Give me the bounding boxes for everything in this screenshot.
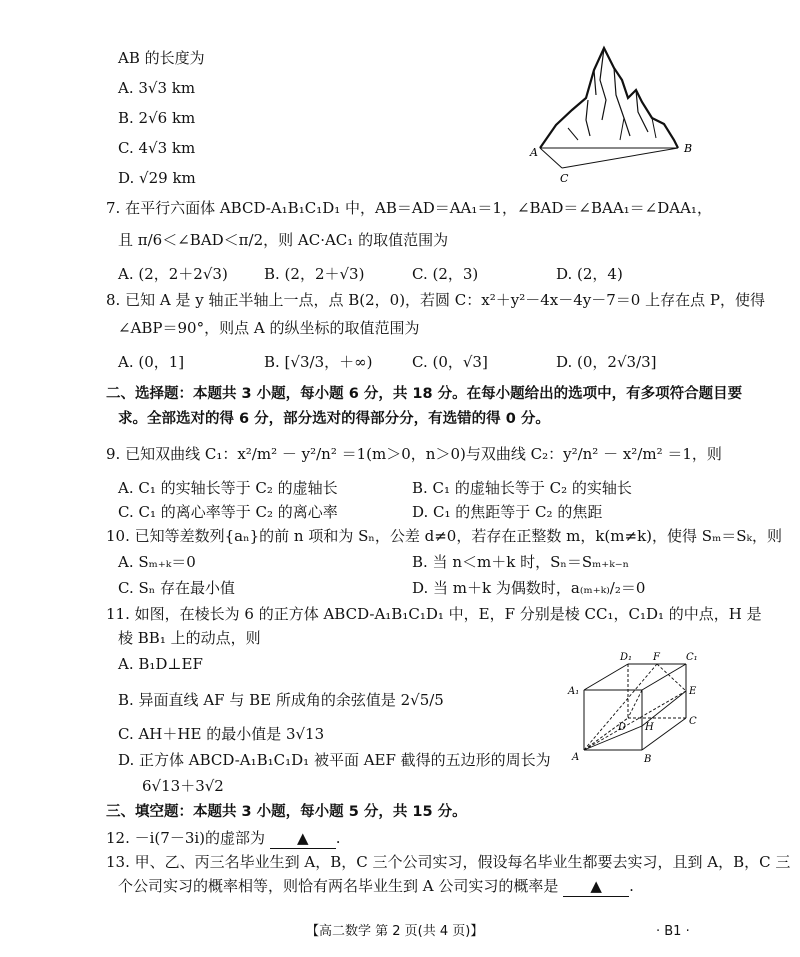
q10-stem: 10. 已知等差数列{aₙ}的前 n 项和为 Sₙ，公差 d≠0，若存在正整数 m，k(m≠k)，使得 Sₘ＝Sₖ，则	[106, 527, 783, 545]
q9-option-b: B. C₁ 的虚轴长等于 C₂ 的实轴长	[412, 479, 632, 497]
q13-answer-blank: ▲	[563, 876, 629, 897]
q10-option-c: C. Sₙ 存在最小值	[118, 579, 236, 597]
cube-label-c: C	[689, 716, 697, 727]
q11-option-a: A. B₁D⊥EF	[118, 655, 203, 673]
q12-line	[106, 828, 341, 849]
footer-page-info: 【高二数学 第 2 页(共 4 页)】	[306, 924, 484, 939]
q7-line2: 且 π/6＜∠BAD＜π/2，则 AC·AC₁ 的取值范围为	[118, 231, 449, 249]
q9-stem: 9. 已知双曲线 C₁：x²/m² － y²/n² ＝1(m＞0，n＞0)与双曲线 C₂：y²/n² － x²/m² ＝1，则	[106, 445, 722, 463]
cube-label-d: D	[618, 722, 627, 733]
cube-label-f: F	[653, 652, 660, 663]
q9-option-d: D. C₁ 的焦距等于 C₂ 的焦距	[412, 503, 603, 521]
section2-line2: 求。全部选对的得 6 分，部分选对的得部分分，有选错的得 0 分。	[118, 411, 550, 427]
cube-label-e: E	[689, 686, 697, 697]
q7-line1: 7. 在平行六面体 ABCD-A₁B₁C₁D₁ 中，AB＝AD＝AA₁＝1，∠BAD＝∠BAA₁＝∠DAA₁，	[106, 199, 712, 217]
footer-code: · B1 ·	[656, 924, 690, 939]
q11-option-b: B. 异面直线 AF 与 BE 所成角的余弦值是 2√5/5	[118, 691, 444, 709]
q12-end: .	[335, 829, 341, 847]
mountain-label-b: B	[684, 142, 693, 155]
q9-option-a: A. C₁ 的实轴长等于 C₂ 的虚轴长	[118, 479, 338, 497]
q7-option-d: D. (2，4)	[556, 265, 623, 283]
q6-option-b: B. 2√6 km	[118, 109, 196, 127]
q12-text: 12. －i(7－3i)的虚部为	[106, 829, 266, 847]
section2-line1: 二、选择题：本题共 3 小题，每小题 6 分，共 18 分。在每小题给出的选项中，有多项符合题目要	[106, 386, 743, 402]
cube-label-h: H	[645, 722, 654, 733]
section3-heading: 三、填空题：本题共 3 小题，每小题 5 分，共 15 分。	[106, 804, 467, 820]
q6-option-c: C. 4√3 km	[118, 139, 196, 157]
q7-option-a: A. (2，2＋2√3)	[118, 265, 228, 283]
cube-figure	[566, 650, 700, 770]
q6-option-a: A. 3√3 km	[118, 79, 196, 97]
q9-option-c: C. C₁ 的离心率等于 C₂ 的离心率	[118, 503, 338, 521]
q11-line2: 棱 BB₁ 上的动点，则	[118, 629, 261, 647]
q6-option-d: D. √29 km	[118, 169, 196, 187]
q7-option-c: C. (2，3)	[412, 265, 479, 283]
cube-label-c1: C₁	[686, 652, 698, 663]
q8-option-a: A. (0，1]	[118, 353, 185, 371]
q8-option-c: C. (0，√3]	[412, 353, 488, 371]
q8-line2: ∠ABP＝90°，则点 A 的纵坐标的取值范围为	[118, 319, 420, 337]
q8-option-d: D. (0，2√3/3]	[556, 353, 657, 371]
mountain-label-c: C	[560, 172, 569, 185]
q7-option-b: B. (2，2＋√3)	[264, 265, 365, 283]
q11-option-d-line2: 6√13＋3√2	[142, 777, 224, 795]
q13-line1: 13. 甲、乙、丙三名毕业生到 A，B，C 三个公司实习，假设每名毕业生都要去实习，且到 A，B，C 三	[106, 853, 791, 871]
mountain-figure	[528, 40, 708, 190]
q11-line1: 11. 如图，在棱长为 6 的正方体 ABCD-A₁B₁C₁D₁ 中，E，F 分别是棱 CC₁，C₁D₁ 的中点，H 是	[106, 605, 762, 623]
q8-option-b: B. [√3/3，＋∞)	[264, 353, 373, 371]
q11-option-d-line1: D. 正方体 ABCD-A₁B₁C₁D₁ 被平面 AEF 截得的五边形的周长为	[118, 751, 551, 769]
cube-label-a: A	[572, 752, 580, 763]
q13-line2-wrap	[118, 876, 634, 897]
q11-option-c: C. AH＋HE 的最小值是 3√13	[118, 725, 325, 743]
q10-option-d: D. 当 m＋k 为偶数时，a₍ₘ₊ₖ₎/₂＝0	[412, 579, 646, 597]
q13-end: .	[629, 877, 634, 895]
cube-label-a1: A₁	[568, 686, 580, 697]
mountain-label-a: A	[530, 146, 538, 159]
q10-option-b: B. 当 n＜m＋k 时，Sₙ＝Sₘ₊ₖ₋ₙ	[412, 553, 630, 571]
cube-label-b: B	[644, 754, 652, 765]
q8-line1: 8. 已知 A 是 y 轴正半轴上一点，点 B(2，0)，若圆 C：x²＋y²－4x－4y－7＝0 上存在点 P，使得	[106, 291, 765, 309]
q13-line2: 个公司实习的概率相等，则恰有两名毕业生到 A 公司实习的概率是	[118, 877, 559, 895]
q6-stem: AB 的长度为	[118, 49, 205, 67]
q12-answer-blank: ▲	[270, 828, 336, 849]
cube-label-d1: D₁	[620, 652, 633, 663]
q10-option-a: A. Sₘ₊ₖ＝0	[118, 553, 196, 571]
